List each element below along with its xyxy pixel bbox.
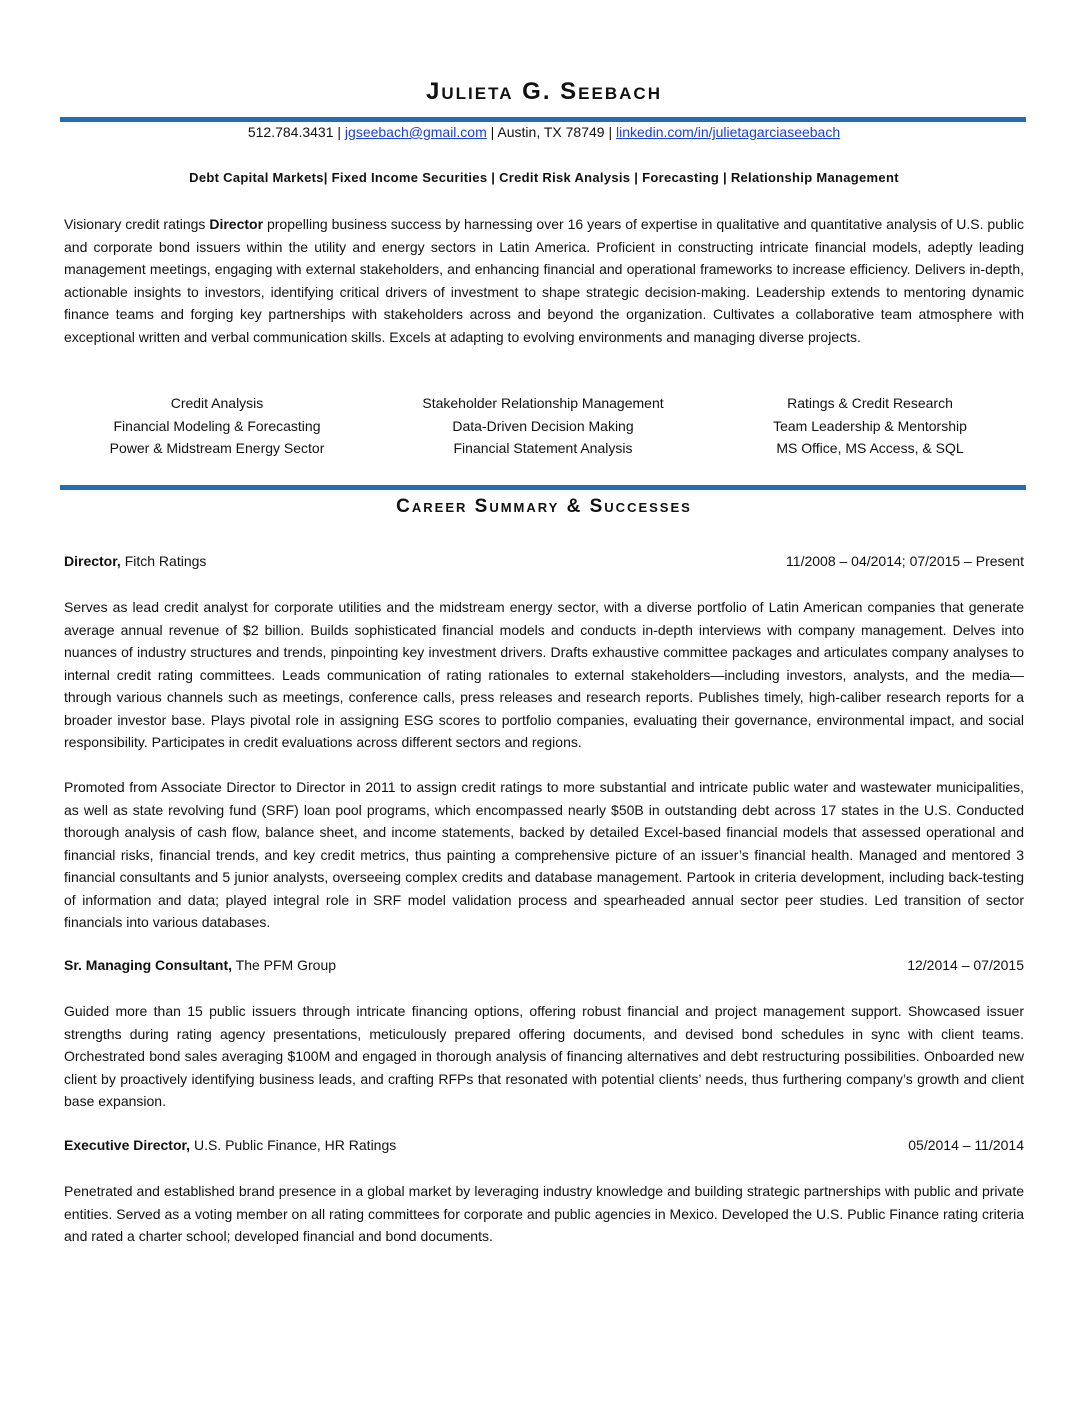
candidate-name: Julieta G. Seebach — [426, 78, 662, 105]
job-organization: Fitch Ratings — [120, 553, 207, 569]
skill-item: MS Office, MS Access, & SQL — [776, 440, 964, 456]
location: Austin, TX 78749 — [497, 124, 605, 140]
summary-text-end: propelling business success by harnessing over 16 years of expertise in qualitative and quantitative analysis of U.S. public and corporate bond issuers within the utility and energy sectors in Latin America. Proficient in constructing intricate financial models, adeptly leading management meetings, engaging with external stakeholders, and enhancing financial and operational frameworks to increase efficiency. Delivers in-depth, actionable insights to investors, identifying critical drivers of investment to shape strategic decision-making. Leadership extends to mentoring dynamic finance teams and forging key partnerships with stakeholders across and beyond the organization. Cultivates a collaborative team atmosphere with exceptional written and verbal communication skills. Excels at adapting to evolving environments and managing diverse projects. — [64, 216, 1024, 345]
section-title-career: Career Summary & Successes — [396, 496, 692, 517]
phone: 512.784.3431 — [247, 124, 334, 140]
email-link[interactable]: jgseebach@gmail.com — [344, 124, 487, 140]
job-description: Penetrated and established brand presence in a global market by leveraging industry knowledge and building strategic partnerships with public and private entities. Served as a voting member on all rating committees for corporate and public agencies in Mexico. Developed the U.S. Public Finance rating criteria and rated a charter school; developed financial and bond documents. — [64, 1183, 1024, 1244]
section-divider — [60, 485, 1026, 490]
skill-item: Credit Analysis — [170, 395, 264, 411]
job-title-line — [64, 957, 336, 973]
linkedin-link[interactable]: linkedin.com/in/julietagarciaseebach — [616, 124, 841, 140]
skills-column-2 — [370, 392, 716, 460]
skills-column-1 — [64, 392, 370, 460]
job-dates: 11/2008 – 04/2014; 07/2015 – Present — [786, 553, 1024, 569]
job-header — [64, 1137, 1024, 1153]
skill-item: Power & Midstream Energy Sector — [109, 440, 325, 456]
job-header — [64, 553, 1024, 569]
skill-item: Team Leadership & Mentorship — [773, 417, 967, 434]
job-title: Sr. Managing Consultant, — [64, 957, 233, 973]
job-description: Guided more than 15 public issuers through intricate financing options, offering robust financial and project management support. Showcased issuer strengths during rating agency presentations, meticulously prepared offering documents, and devised bond schedules in sync with client teams. Orchestrated bond sales averaging $100M and engaged in thorough analysis of financing alternatives and debt restructuring possibilities. Onboarded new client by proactively identifying business leads, and crafting RFPs that resonated with potential clients’ needs, thus furthering company’s growth and client base expansion. — [64, 1003, 1024, 1109]
job-title-line — [64, 553, 206, 569]
job-dates: 05/2014 – 11/2014 — [908, 1137, 1024, 1153]
job-organization: The PFM Group — [232, 957, 337, 973]
job-title: Executive Director, — [64, 1137, 191, 1153]
separator: | — [333, 124, 345, 140]
skill-item: Ratings & Credit Research — [787, 395, 953, 411]
summary-emphasis: Director — [209, 216, 264, 232]
job-organization: U.S. Public Finance, HR Ratings — [190, 1137, 397, 1153]
job-description: Serves as lead credit analyst for corporate utilities and the midstream energy sector, with a diverse portfolio of Latin American companies that generate average annual revenue of $2 billion. Builds sophisticated financial models and conducts in-depth interviews with company management. Delves into nuances of industry structures and trends, pinpointing key investment drivers. Drafts exhaustive committee packages and articulates company analyses to internal credit rating committees. Leads communication of rating rationales to external stakeholders—including investors, analysts, and the media—through various channels such as meetings, conference calls, press releases and research reports. Publishes timely, high-caliber research reports for a broader investor base. Plays pivotal role in assigning ESG scores to portfolio companies, evaluating their governance, environmental impact, and social responsibility. Participates in credit evaluations across different sectors and regions. — [64, 599, 1024, 750]
separator: | — [486, 124, 498, 140]
job-dates: 12/2014 – 07/2015 — [907, 957, 1024, 973]
core-skills — [64, 392, 1024, 460]
job-title: Director, — [64, 553, 121, 569]
header-divider — [60, 117, 1026, 122]
skills-column-3 — [716, 392, 1024, 460]
skill-item: Financial Statement Analysis — [453, 440, 633, 456]
contact-line — [64, 124, 1024, 140]
job-description: Promoted from Associate Director to Director in 2011 to assign credit ratings to more substantial and intricate public water and wastewater municipalities, as well as state revolving fund (SRF) loan pool programs, which encompassed nearly $50B in outstanding debt across 17 states in the U.S. Conducted thorough analysis of cash flow, balance sheet, and income statements, backed by detailed Excel-based financial models that assessed operational and financial risks, financial trends, and key credit metrics, thus painting a comprehensive picture of an issuer’s financial health. Managed and mentored 3 financial consultants and 5 junior analysts, overseeing complex credits and database management. Partook in criteria development, including back-testing of information and data; played integral role in SRF model validation process and spearheaded annual sector peer studies. Led transition of sector financials into various databases. — [64, 779, 1024, 930]
skill-item: Data-Driven Decision Making — [452, 417, 634, 434]
specialties-line: Debt Capital Markets| Fixed Income Securities | Credit Risk Analysis | Forecasting | Relationship Management — [189, 170, 899, 185]
job-header — [64, 957, 1024, 973]
skill-item: Stakeholder Relationship Management — [422, 395, 664, 411]
professional-summary — [64, 213, 1024, 348]
skill-item: Financial Modeling & Forecasting — [113, 417, 321, 434]
summary-text-start: Visionary credit ratings — [64, 216, 210, 232]
separator: | — [604, 124, 616, 140]
job-title-line — [64, 1137, 396, 1153]
